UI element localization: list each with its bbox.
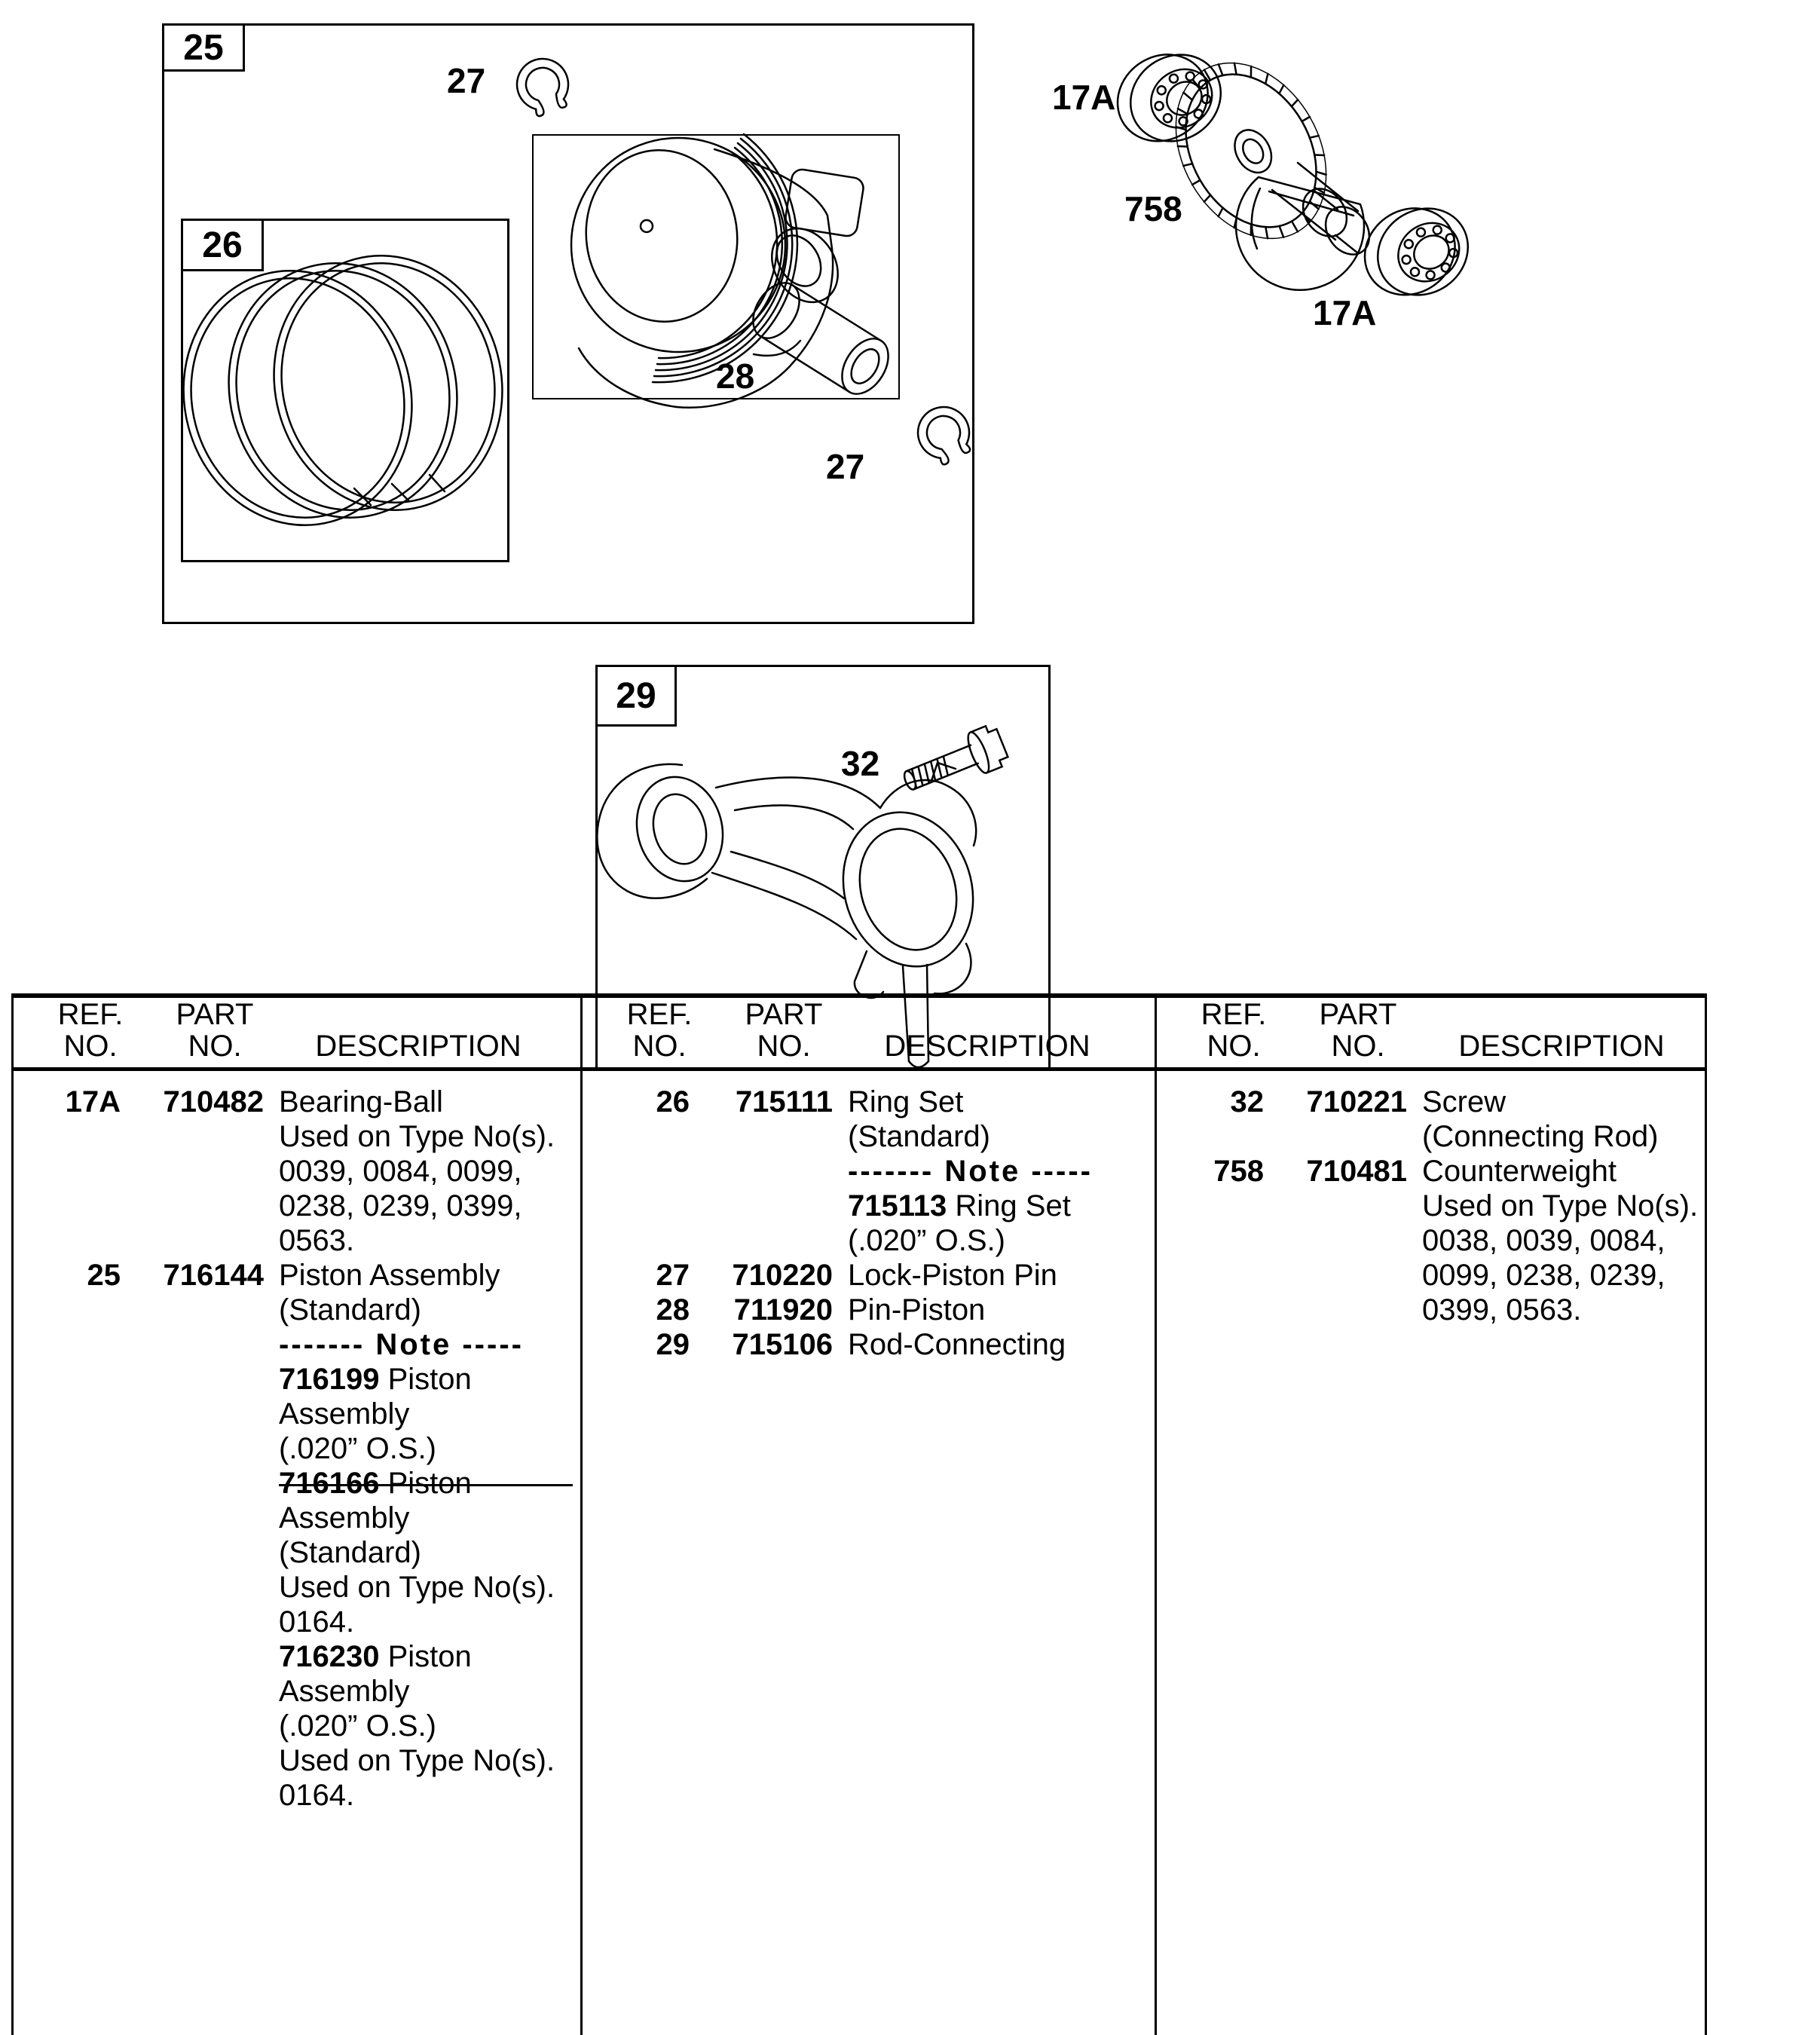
column-header-ref: REF. NO. [626, 998, 693, 1063]
figure-box-26-label [181, 219, 264, 271]
parts-rows [1155, 1085, 1716, 1327]
description-line: Used on Type No(s). [279, 1120, 555, 1153]
part-no-cell: 715106 [732, 1328, 833, 1361]
figure-box-29-label [595, 665, 677, 727]
part-no-cell: 711920 [733, 1293, 833, 1327]
column-header-description: DESCRIPTION [315, 1030, 522, 1063]
ref-no-cell: 17A [65, 1085, 121, 1118]
ball-bearing-top-drawing [1100, 31, 1237, 164]
part-no-cell: 710482 [163, 1085, 264, 1118]
column-header-description: DESCRIPTION [884, 1030, 1090, 1063]
column-header-part: PART NO. [176, 998, 254, 1063]
description-cell [279, 1258, 574, 1813]
table-top-border [11, 993, 1707, 998]
column-header-ref: REF. NO. [1201, 998, 1267, 1063]
column-header-ref: REF. NO. [57, 998, 124, 1063]
callout-17a-top: 17A [1052, 78, 1116, 117]
callout-27-bottom: 27 [826, 447, 865, 486]
part-no-cell: 710221 [1306, 1085, 1407, 1118]
figure-box-25-label [162, 23, 245, 72]
part-no-cell: 710220 [732, 1259, 833, 1292]
description-line: (Connecting Rod) [1422, 1120, 1659, 1153]
ref-no-cell: 32 [1230, 1085, 1264, 1118]
description-line: 715113 Ring Set [848, 1189, 1071, 1223]
part-no-cell: 710481 [1306, 1155, 1407, 1188]
parts-row [580, 1258, 1142, 1293]
description-line: (.020” O.S.) [279, 1709, 436, 1743]
description-line: (Standard) [279, 1293, 421, 1327]
description-line: 0039, 0084, 0099, [279, 1155, 522, 1188]
parts-rows [580, 1085, 1142, 1362]
parts-row [580, 1085, 1142, 1258]
description-line: 716166 Piston [279, 1467, 472, 1500]
description-line: Assembly [279, 1675, 410, 1708]
description-line: (Standard) [279, 1536, 421, 1569]
description-line: 0238, 0239, 0399, [279, 1189, 522, 1223]
description-line: Rod-Connecting [848, 1328, 1066, 1361]
note-line: ------- Note ----- [279, 1328, 524, 1361]
ref-no-cell: 27 [656, 1259, 690, 1292]
description-cell [848, 1327, 1143, 1362]
description-cell [848, 1293, 1143, 1327]
description-line: 0164. [279, 1605, 355, 1639]
ref-no-cell: 758 [1213, 1155, 1264, 1188]
description-line: Counterweight [1422, 1155, 1617, 1188]
description-cell [848, 1085, 1143, 1258]
description-line: (.020” O.S.) [279, 1432, 436, 1465]
description-line: Used on Type No(s). [279, 1744, 555, 1777]
column-header-description: DESCRIPTION [1458, 1030, 1665, 1063]
description-cell [1422, 1085, 1718, 1154]
description-line: 0038, 0039, 0084, [1422, 1224, 1666, 1257]
column-header-part: PART NO. [1319, 998, 1397, 1063]
description-line: 716230 Piston [279, 1640, 472, 1673]
figure-label-25: 25 [183, 27, 224, 68]
description-cell [1422, 1154, 1718, 1327]
description-line: Used on Type No(s). [279, 1571, 555, 1604]
part-no-cell: 716144 [163, 1259, 264, 1292]
description-line: Screw [1422, 1085, 1506, 1118]
description-line: (Standard) [848, 1120, 990, 1153]
description-line: 0099, 0238, 0239, [1422, 1259, 1666, 1292]
note-line: ------- Note ----- [848, 1155, 1093, 1188]
description-line: 0399, 0563. [1422, 1293, 1582, 1327]
callout-28: 28 [716, 357, 755, 396]
table-header-underline [11, 1067, 1707, 1071]
callout-27-top: 27 [447, 61, 486, 100]
counterweight-drawing [1236, 177, 1364, 290]
ref-no-cell: 29 [656, 1328, 690, 1361]
part-no-cell: 715111 [735, 1085, 833, 1118]
parts-row [1155, 1154, 1716, 1327]
description-line: Bearing-Ball [279, 1085, 443, 1118]
figure-label-26: 26 [202, 225, 243, 265]
callout-17a-bottom: 17A [1313, 293, 1377, 332]
description-line: 0164. [279, 1779, 355, 1812]
parts-row [580, 1293, 1142, 1327]
parts-rows [11, 1085, 573, 1813]
description-line: Lock-Piston Pin [848, 1259, 1057, 1292]
description-line: Assembly [279, 1501, 410, 1535]
description-line: Used on Type No(s). [1422, 1189, 1699, 1223]
description-line: Piston Assembly [279, 1259, 500, 1292]
description-cell [279, 1085, 574, 1258]
description-line: (.020” O.S.) [848, 1224, 1005, 1257]
parts-row [11, 1258, 573, 1813]
callout-32: 32 [841, 744, 880, 783]
callout-758: 758 [1124, 189, 1182, 228]
description-line: Ring Set [848, 1085, 964, 1118]
description-line: Pin-Piston [848, 1293, 986, 1327]
figure-label-29: 29 [616, 675, 656, 716]
description-line: 0563. [279, 1224, 355, 1257]
ref-no-cell: 25 [87, 1259, 121, 1292]
parts-row [580, 1327, 1142, 1362]
parts-row [1155, 1085, 1716, 1154]
ref-no-cell: 28 [656, 1293, 690, 1327]
column-header-part: PART NO. [745, 998, 823, 1063]
description-cell [848, 1258, 1143, 1293]
description-line: Assembly [279, 1397, 410, 1431]
parts-row [11, 1085, 573, 1258]
ref-no-cell: 26 [656, 1085, 690, 1118]
description-line: 716199 Piston [279, 1363, 472, 1396]
